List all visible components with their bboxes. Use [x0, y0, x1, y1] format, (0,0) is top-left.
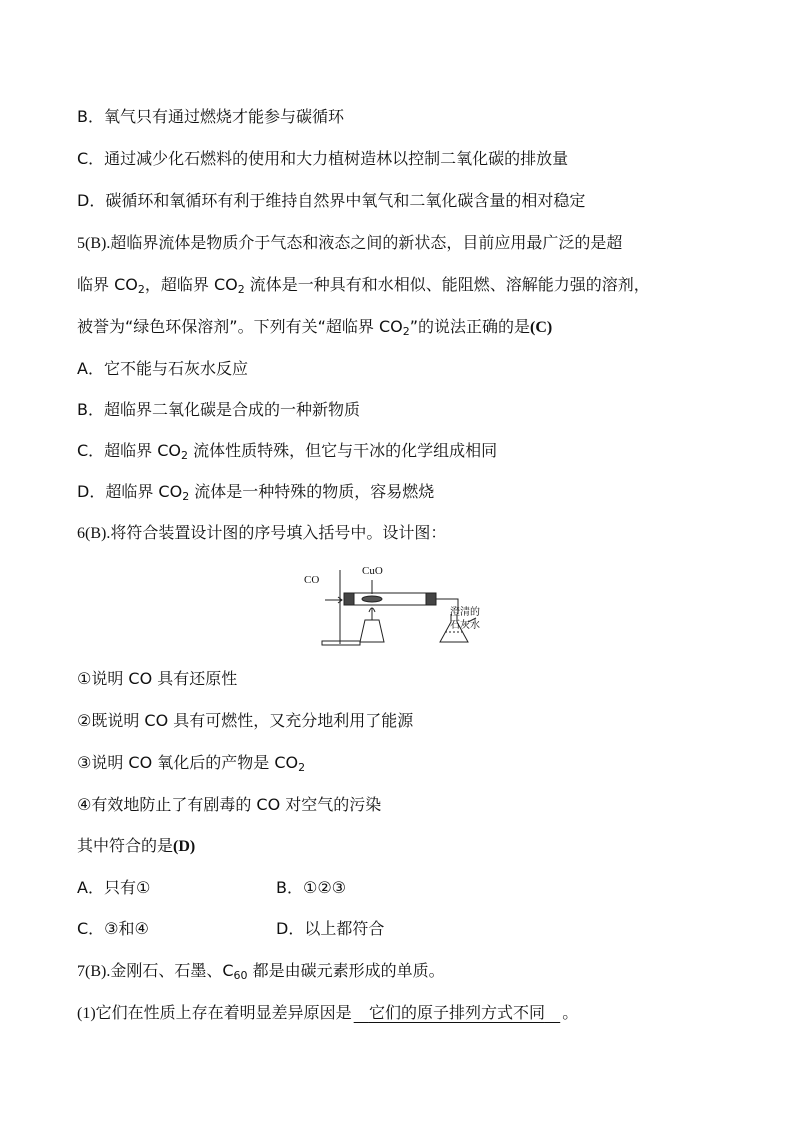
- q6-item-1: ①说明 CO 具有还原性: [77, 669, 238, 688]
- q4-option-b: B．氧气只有通过燃烧才能参与碳循环: [77, 107, 344, 126]
- q5-option-d-part-b: 流体是一种特殊的物质，容易燃烧: [189, 482, 435, 501]
- q7-part-1-end: 。: [562, 1003, 579, 1022]
- q6-item-4: ④有效地防止了有剧毒的 CO 对空气的污染: [77, 795, 382, 814]
- q5-line2-part-c: 流体是一种具有和水相似、能阻燃、溶解能力强的溶剂，: [244, 275, 650, 294]
- q6-stem-text: 将符合装置设计图的序号填入括号中。设计图：: [110, 523, 447, 542]
- q6-stem: [77, 522, 446, 545]
- co-reduction-apparatus-diagram: [300, 560, 510, 650]
- q6-conclusion-text: 其中符合的是: [77, 836, 174, 855]
- q6-option-b: B．①②③: [276, 878, 347, 897]
- q5-line3-part-a: 被誉为“绿色环保溶剂”。下列有关“超临界 CO: [77, 317, 403, 336]
- q5-stem-line2: [77, 274, 650, 296]
- q4-option-c: C．通过减少化石燃料的使用和大力植树造林以控制二氧化碳的排放量: [77, 149, 569, 168]
- q5-answer: (C): [530, 319, 553, 336]
- q4-option-d: D．碳循环和氧循环有利于维持自然界中氧气和二氧化碳含量的相对稳定: [77, 191, 586, 210]
- q5-option-b: B．超临界二氧化碳是合成的一种新物质: [77, 400, 360, 419]
- q5-stem-text: 超临界流体是物质介于气态和液态之间的新状态，目前应用最广泛的是超: [110, 233, 623, 252]
- q5-option-c-part-b: 流体性质特殊，但它与干冰的化学组成相同: [188, 441, 498, 460]
- subscript-2: 2: [237, 283, 245, 296]
- subscript-2: 2: [182, 490, 190, 503]
- q5-line3-part-b: ”的说法正确的是: [409, 317, 531, 336]
- q5-option-d-part-a: D．超临界 CO: [77, 482, 183, 501]
- fig-label-limewater-1: 澄清的: [450, 607, 480, 618]
- q5-stem-line3: [77, 316, 552, 339]
- q6-label: 6(B).: [77, 525, 111, 542]
- iron-stand-base: [322, 641, 360, 645]
- tube-stopper-right: [426, 593, 436, 605]
- fig-label-co: CO: [304, 574, 320, 586]
- q7-stem-part-a: 金刚石、石墨、C: [110, 961, 234, 980]
- q5-label: 5(B).: [77, 235, 111, 252]
- q5-option-c: [77, 440, 497, 462]
- q5-option-a: A．它不能与石灰水反应: [77, 359, 248, 378]
- q7-part-1-answer: 它们的原子排列方式不同: [368, 1003, 545, 1022]
- hard-glass-tube: [344, 593, 436, 605]
- q7-stem-part-b: 都是由碳元素形成的单质。: [247, 961, 445, 980]
- q6-option-c: C．③和④: [77, 919, 149, 938]
- q5-line2-part-a: 临界 CO: [77, 275, 138, 294]
- q7-part-1-answer-blank: [352, 1002, 563, 1024]
- q6-item-2: ②既说明 CO 具有可燃性，又充分地利用了能源: [77, 711, 414, 730]
- fig-label-limewater-2: 石灰水: [450, 620, 480, 631]
- q7-stem: [77, 960, 445, 983]
- q5-option-c-part-a: C．超临界 CO: [77, 441, 182, 460]
- subscript-2: 2: [137, 283, 145, 296]
- q5-line2-part-b: ，超临界 CO: [144, 275, 238, 294]
- q7-part-1-label: (1): [77, 1005, 96, 1022]
- q6-conclusion: [77, 835, 195, 858]
- q5-stem-line1: [77, 232, 622, 255]
- tube-stopper-left: [344, 593, 354, 605]
- cuo-powder: [362, 596, 382, 602]
- q6-item-3: [77, 752, 305, 774]
- q6-option-a: A．只有①: [77, 878, 151, 897]
- subscript-2: 2: [298, 761, 306, 774]
- q6-option-d: D．以上都符合: [276, 919, 385, 938]
- q7-part-1: [77, 1002, 578, 1025]
- fig-label-cuo: CuO: [362, 565, 383, 577]
- q7-label: 7(B).: [77, 963, 111, 980]
- q5-option-d: [77, 481, 434, 503]
- subscript-60: 60: [233, 969, 248, 982]
- q6-answer: (D): [173, 838, 196, 855]
- q6-item-3-text: ③说明 CO 氧化后的产物是 CO: [77, 753, 299, 772]
- subscript-2: 2: [402, 325, 410, 338]
- q7-part-1-text: 它们在性质上存在着明显差异原因是: [95, 1003, 352, 1022]
- subscript-2: 2: [181, 449, 189, 462]
- alcohol-lamp: [360, 620, 384, 642]
